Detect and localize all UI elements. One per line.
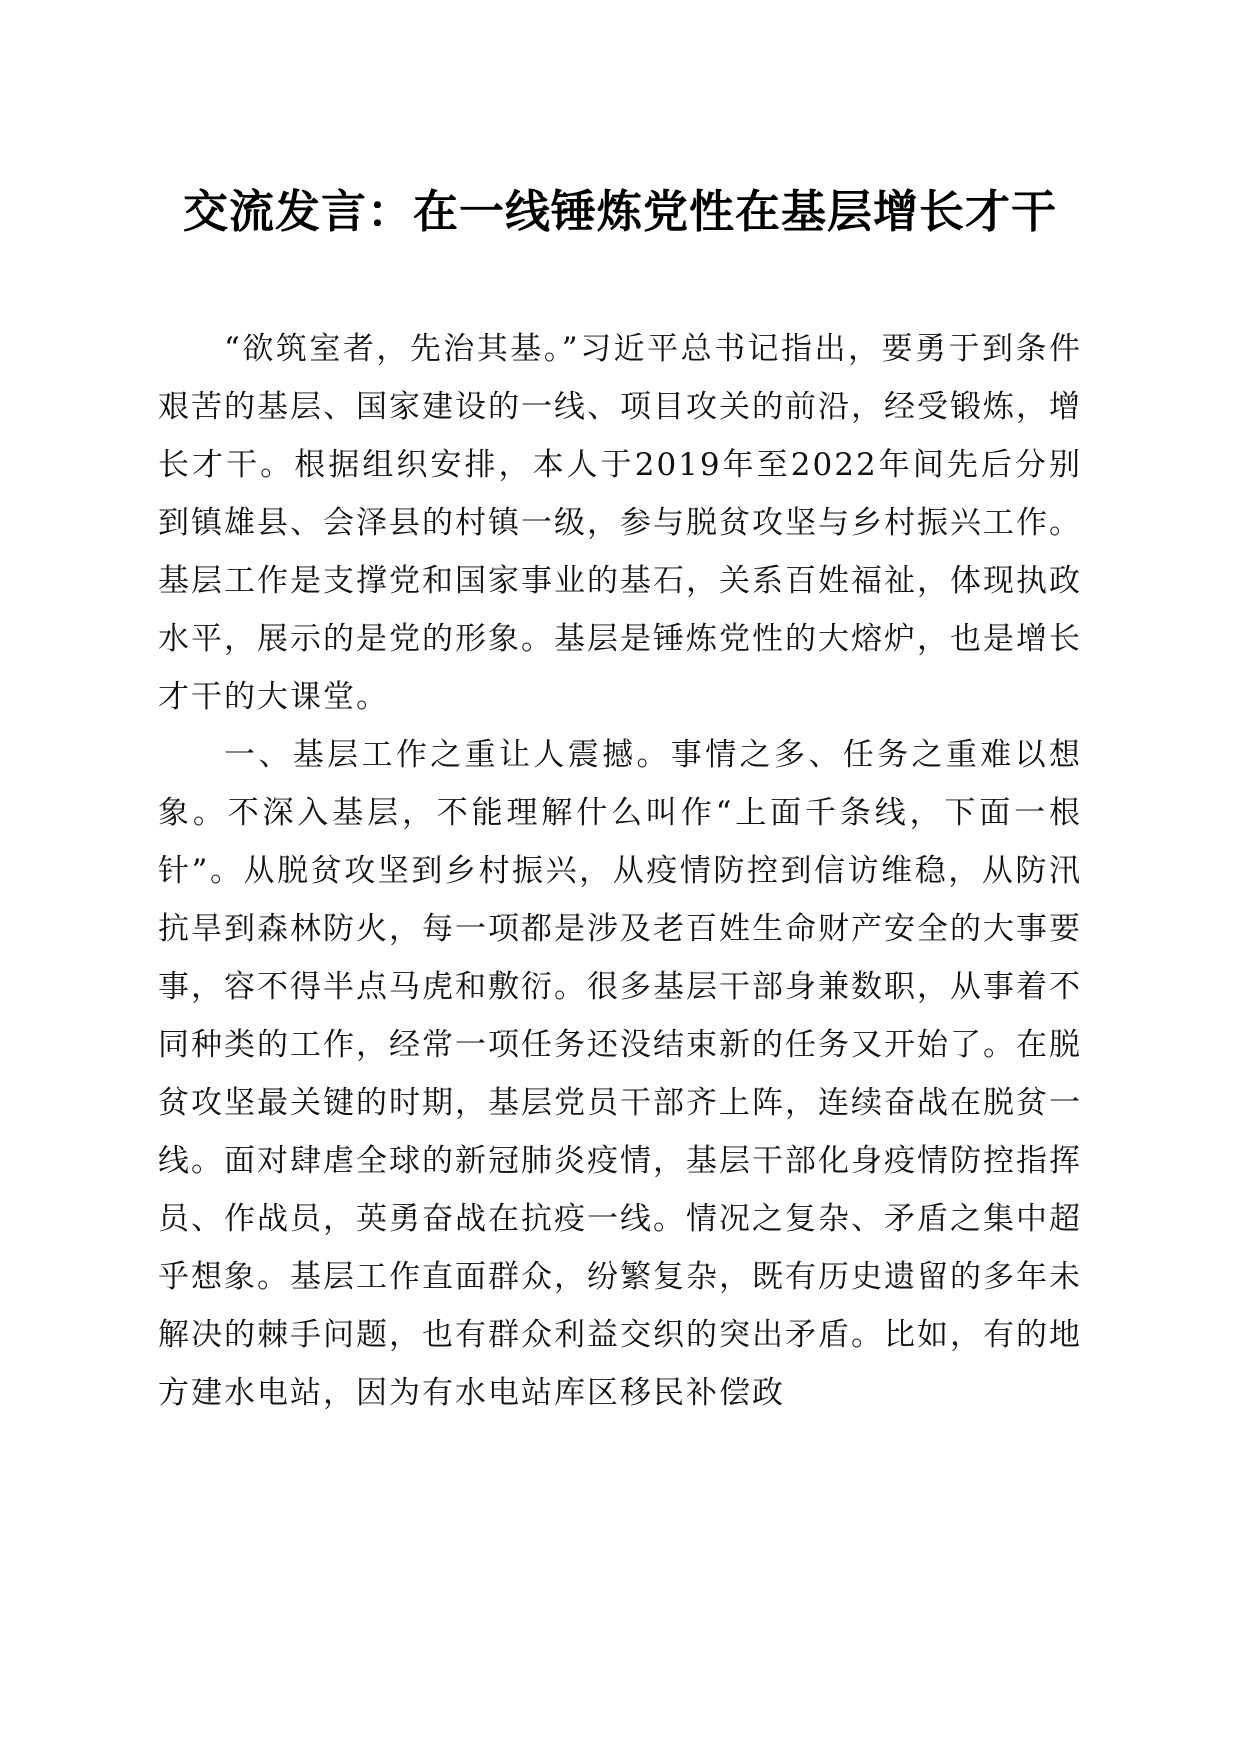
paragraph-section-one: 一、基层工作之重让人震撼。事情之多、任务之重难以想象。不深入基层，不能理解什么叫作“上面千条线，下面一根针”。从脱贫攻坚到乡村振兴，从疫情防控到信访维稳，从防汛抗旱到森林防火，每一项都是涉及老百姓生命财产安全的大事要事，容不得半点马虎和敷衍。很多基层干部身兼数职，从事着不同种类的工作，经常一项任务还没结束新的任务又开始了。在脱贫攻坚最关键的时期，基层党员干部齐上阵，连续奋战在脱贫一线。面对肆虐全球的新冠肺炎疫情，基层干部化身疫情防控指挥员、作战员，英勇奋战在抗疫一线。情况之复杂、矛盾之集中超乎想象。基层工作直面群众，纷繁复杂，既有历史遗留的多年未解决的棘手问题，也有群众利益交织的突出矛盾。比如，有的地方建水电站，因为有水电站库区移民补偿政	[158, 737, 1082, 1411]
document-body	[158, 320, 1082, 1422]
document-title: 交流发言：在一线锤炼党性在基层增长才干	[182, 185, 1057, 238]
paragraph-intro: “欲筑室者，先治其基。”习近平总书记指出，要勇于到条件艰苦的基层、国家建设的一线、项目攻关的前沿，经受锻炼，增长才干。根据组织安排，本人于2019年至2022年间先后分别到镇雄县、会泽县的村镇一级，参与脱贫攻坚与乡村振兴工作。基层工作是支撑党和国家事业的基石，关系百姓福祉，体现执政水平，展示的是党的形象。基层是锤炼党性的大熔炉，也是增长才干的大课堂。	[158, 331, 1082, 715]
